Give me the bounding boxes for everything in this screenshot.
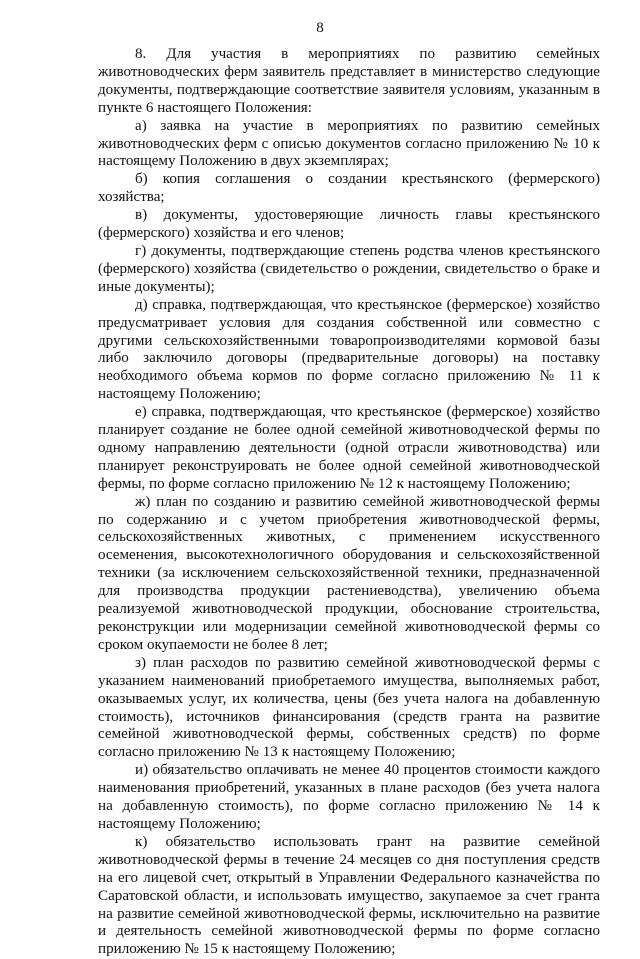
paragraph-item-zh: ж) план по созданию и развитию семейной животноводческой фермы по содержанию и с учетом приобретения животноводческой фермы, сельскохозяйственных животных, с применением искусственного осеменения, высокотехнологичного оборудования и сельскохозяйственной техники (за исключением сельскохозяйственной техники, предназначенной для производства продукции растениеводства), увеличению объема реализуемой животноводческой продукции, обоснование строительства, реконструкции или модернизации семейной животноводческой фермы со сроком окупаемости не более 8 лет; bbox=[98, 493, 600, 653]
document-body bbox=[98, 46, 600, 959]
paragraph-item-v: в) документы, удостоверяющие личность главы крестьянского (фермерского) хозяйства и его членов; bbox=[98, 207, 600, 242]
paragraph-item-z: з) план расходов по развитию семейной животноводческой фермы с указанием наименований приобретаемого имущества, выполняемых работ, оказываемых услуг, их количества, цены (без учета налога на добавленную стоимость), источников финансирования (средств гранта на развитие семейной животноводческой фермы, собственных средств) по форме согласно приложению № 13 к настоящему Положению; bbox=[98, 654, 600, 761]
paragraph-item-i: и) обязательство оплачивать не менее 40 процентов стоимости каждого наименования приобретений, указанных в плане расходов (без учета налога на добавленную стоимость), по форме согласно приложению № 14 к настоящему Положению; bbox=[98, 762, 600, 832]
paragraph-item-k: к) обязательство использовать грант на развитие семейной животноводческой фермы в течение 24 месяцев со дня поступления средств на его лицевой счет, открытый в Управлении Федерального казначейства по Саратовской области, и использовать имущество, закупаемое за счет гранта на развитие семейной животноводческой фермы, исключительно на развитие и деятельность семейной животноводческой фермы по форме согласно приложению № 15 к настоящему Положению; bbox=[98, 833, 600, 958]
paragraph-item-a: а) заявка на участие в мероприятиях по развитию семейных животноводческих ферм с описью документов согласно приложению № 10 к настоящему Положению в двух экземплярах; bbox=[98, 117, 600, 170]
paragraph-item-g: г) документы, подтверждающие степень родства членов крестьянского (фермерского) хозяйства (свидетельство о рождении, свидетельство о браке и иные документы); bbox=[98, 242, 600, 295]
page-number: 8 bbox=[316, 20, 324, 36]
paragraph-item-e: е) справка, подтверждающая, что крестьянское (фермерское) хозяйство планирует создание не более одной семейной животноводческой фермы по одному направлению деятельности (одной отрасли животноводства) или планирует реконструировать не более одной семейной животноводческой фермы, по форме согласно приложению № 12 к настоящему Положению; bbox=[98, 404, 600, 492]
paragraph-item-d: д) справка, подтверждающая, что крестьянское (фермерское) хозяйство предусматривает условия для создания собственной или совместно с другими сельскохозяйственными товаропроизводителями кормовой базы либо заключило договоры (предварительные договоры) на поставку необходимого объема кормов по форме согласно приложению № 11 к настоящему Положению; bbox=[98, 296, 600, 403]
paragraph-item-b: б) копия соглашения о создании крестьянского (фермерского) хозяйства; bbox=[98, 171, 600, 206]
paragraph-intro: 8. Для участия в мероприятиях по развитию семейных животноводческих ферм заявитель представляет в министерство следующие документы, подтверждающие соответствие заявителя условиям, указанным в пункте 6 настоящего Положения: bbox=[98, 46, 600, 116]
